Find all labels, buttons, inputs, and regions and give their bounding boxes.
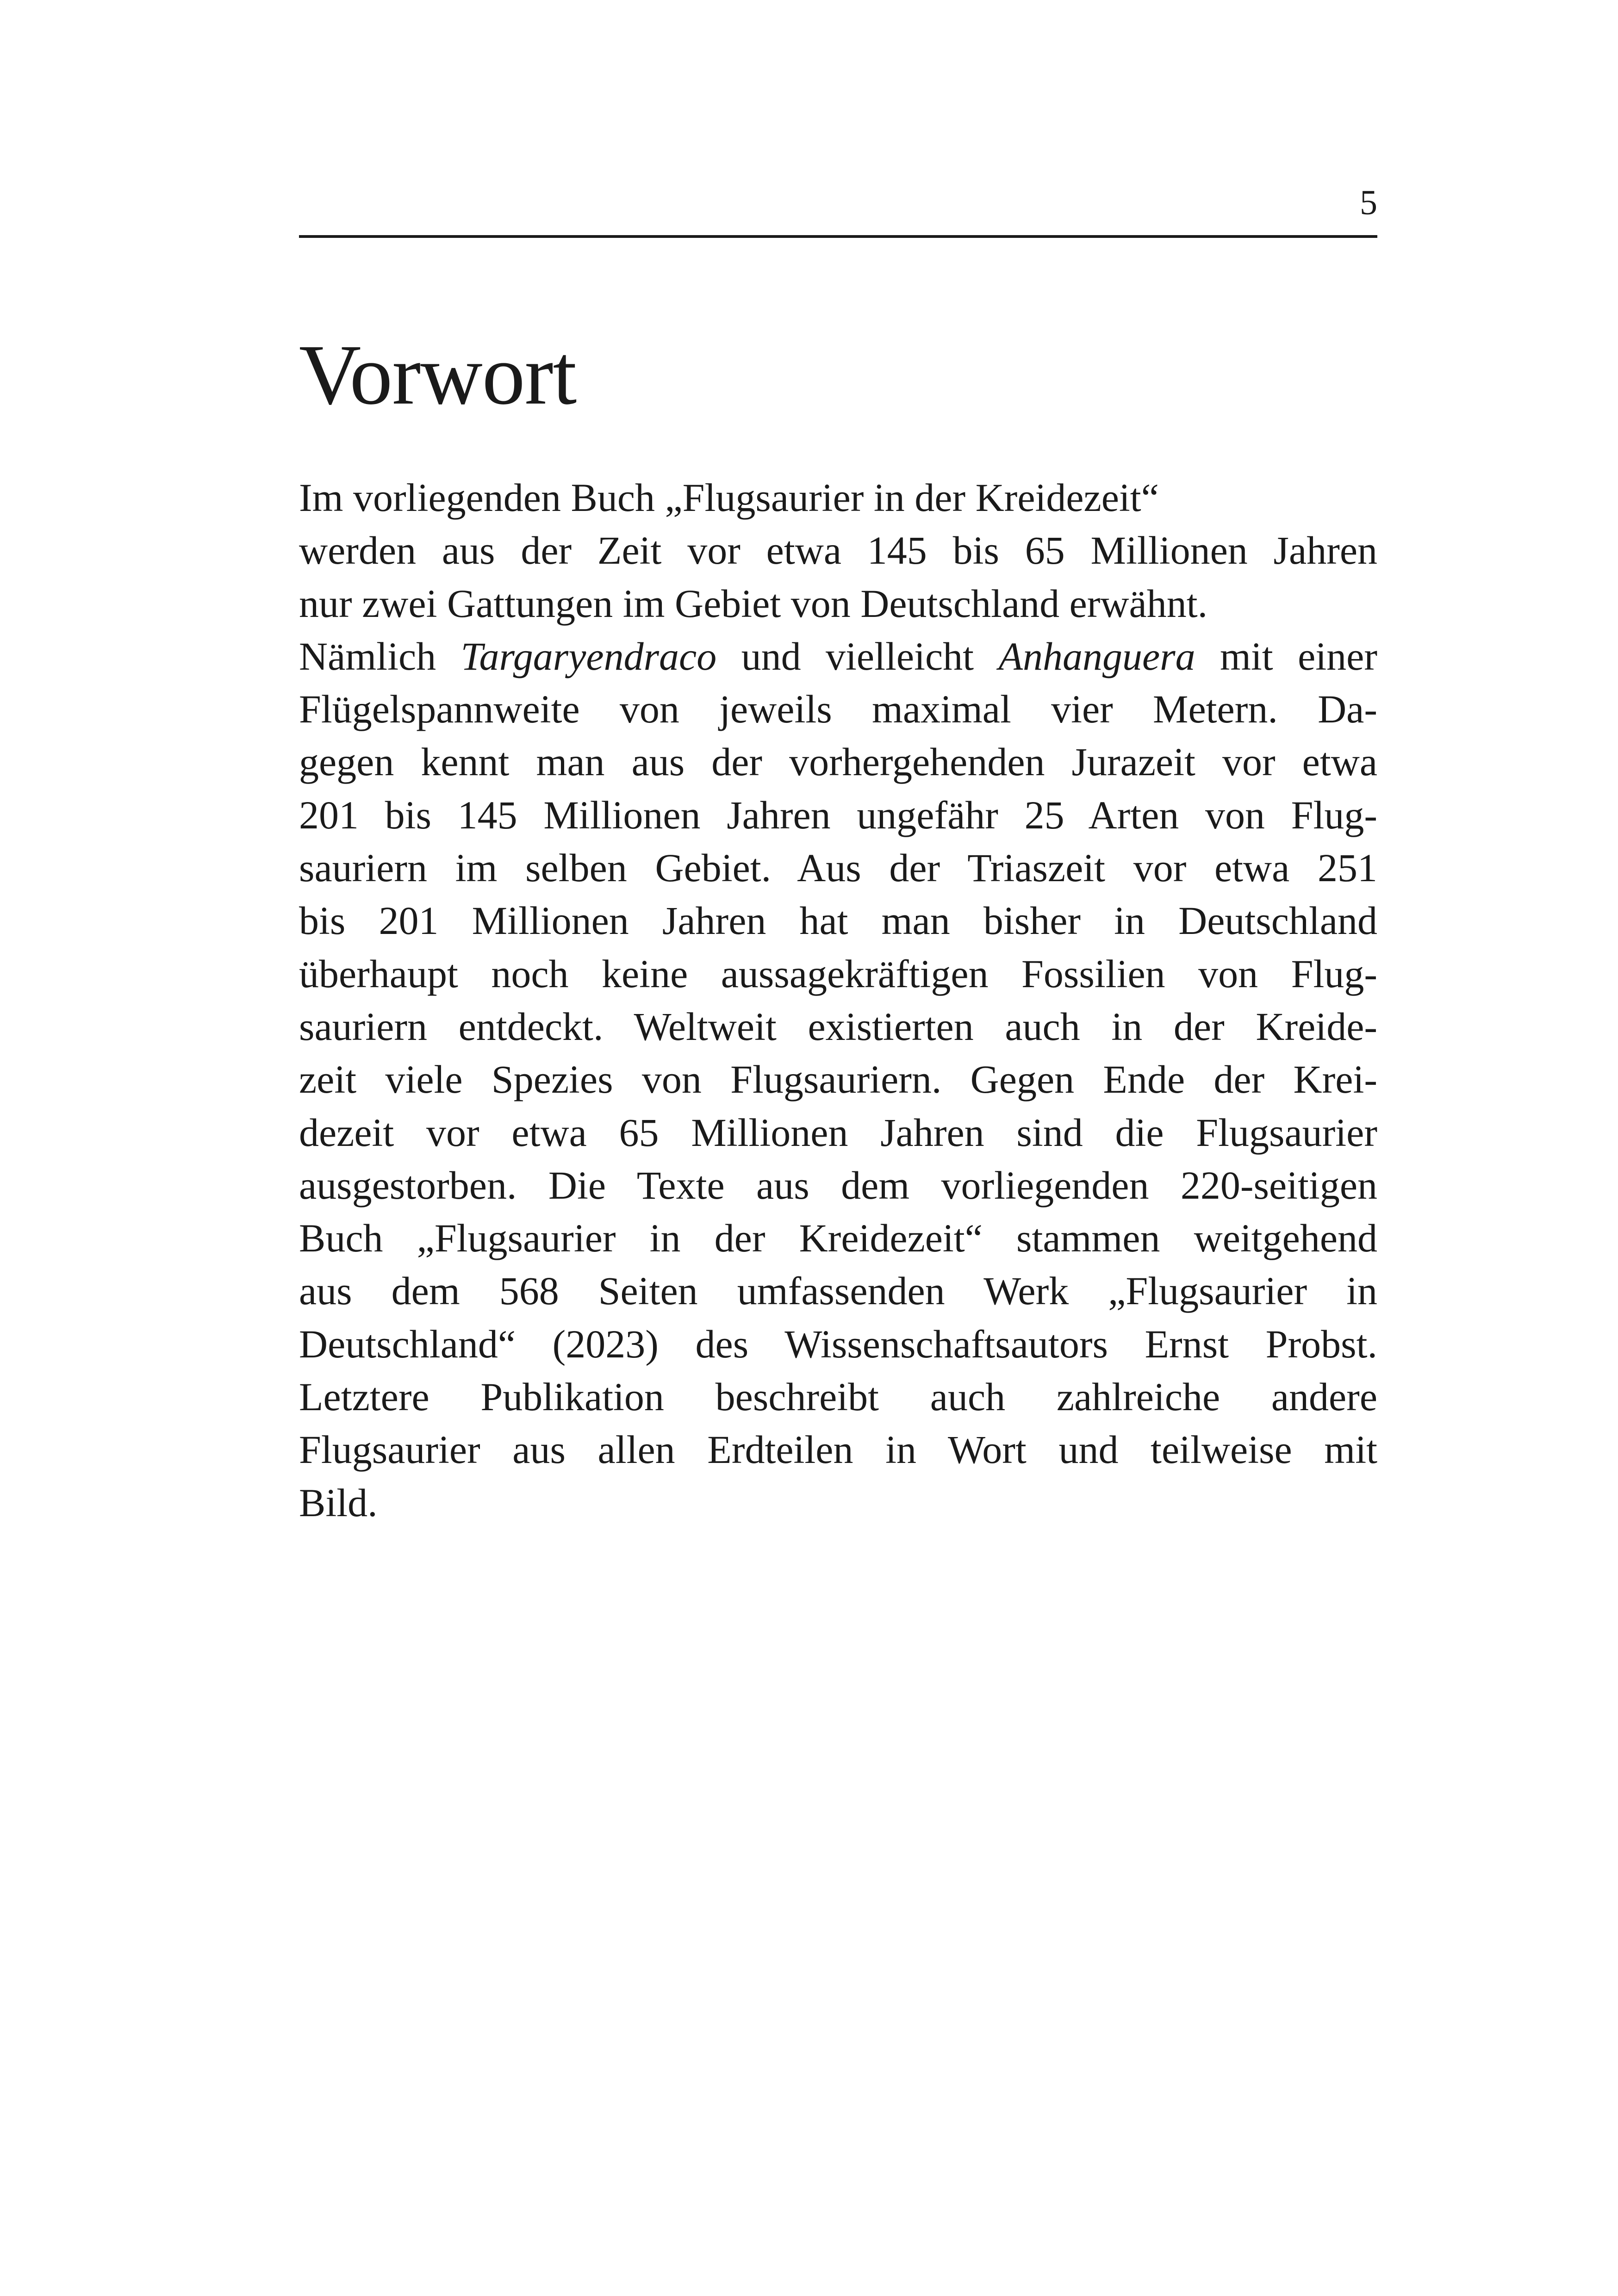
text-segment: Nämlich bbox=[299, 634, 461, 678]
text-segment: ausgestorben. Die Texte aus dem vorliegenden 220-seitigen bbox=[299, 1163, 1377, 1207]
text-line bbox=[299, 1000, 1377, 1053]
text-line bbox=[299, 841, 1377, 894]
text-line bbox=[299, 1318, 1377, 1370]
text-line bbox=[299, 1370, 1377, 1423]
text-segment: Deutschland“ (2023) des Wissenschaftsautors Ernst Probst. bbox=[299, 1321, 1377, 1366]
text-segment: sauriern im selben Gebiet. Aus der Triaszeit vor etwa 251 bbox=[299, 846, 1377, 890]
text-segment: und vielleicht bbox=[716, 634, 999, 678]
text-segment: mit einer bbox=[1195, 634, 1377, 678]
text-segment: Letztere Publikation beschreibt auch zahlreiche andere bbox=[299, 1375, 1377, 1419]
text-line bbox=[299, 1476, 1377, 1529]
page-number: 5 bbox=[1360, 183, 1377, 222]
text-segment: zeit viele Spezies von Flugsauriern. Gegen Ende der Krei- bbox=[299, 1057, 1377, 1102]
text-line bbox=[299, 1053, 1377, 1106]
chapter-title: Vorwort bbox=[299, 327, 577, 423]
text-line bbox=[299, 577, 1377, 630]
text-segment: sauriern entdeckt. Weltweit existierten auch in der Kreide- bbox=[299, 1004, 1377, 1049]
text-line bbox=[299, 1264, 1377, 1317]
text-line bbox=[299, 1423, 1377, 1476]
genus-name: Anhanguera bbox=[998, 634, 1195, 678]
text-segment: Bild. bbox=[299, 1480, 378, 1525]
text-segment: Buch „Flugsaurier in der Kreidezeit“ stammen weitgehend bbox=[299, 1216, 1377, 1261]
text-line bbox=[299, 1159, 1377, 1212]
text-segment: Flugsaurier aus allen Erdteilen in Wort und teilweise mit bbox=[299, 1427, 1377, 1472]
text-line bbox=[299, 1212, 1377, 1264]
text-segment: werden aus der Zeit vor etwa 145 bis 65 Millionen Jahren bbox=[299, 528, 1377, 573]
text-segment: Flügelspannweite von jeweils maximal vier Metern. Da- bbox=[299, 687, 1377, 732]
text-line bbox=[299, 471, 1377, 524]
text-line bbox=[299, 1106, 1377, 1159]
text-segment: bis 201 Millionen Jahren hat man bisher in Deutschland bbox=[299, 898, 1377, 943]
body-paragraph bbox=[299, 471, 1377, 1529]
text-line bbox=[299, 524, 1377, 577]
text-line bbox=[299, 789, 1377, 841]
text-segment: dezeit vor etwa 65 Millionen Jahren sind die Flugsaurier bbox=[299, 1110, 1377, 1155]
text-line bbox=[299, 735, 1377, 788]
genus-name: Targaryendraco bbox=[461, 634, 717, 678]
text-segment: gegen kennt man aus der vorhergehenden Jurazeit vor etwa bbox=[299, 740, 1377, 784]
text-segment: 201 bis 145 Millionen Jahren ungefähr 25 Arten von Flug- bbox=[299, 792, 1377, 837]
text-segment: aus dem 568 Seiten umfassenden Werk „Flugsaurier in bbox=[299, 1269, 1377, 1313]
text-segment: überhaupt noch keine aussagekräftigen Fossilien von Flug- bbox=[299, 951, 1377, 996]
text-segment: nur zwei Gattungen im Gebiet von Deutschland erwähnt. bbox=[299, 581, 1208, 626]
text-line bbox=[299, 894, 1377, 947]
text-segment: Im vorliegenden Buch „Flugsaurier in der Kreidezeit“ bbox=[299, 475, 1159, 520]
text-line bbox=[299, 630, 1377, 683]
text-line bbox=[299, 947, 1377, 1000]
header-rule bbox=[299, 235, 1377, 238]
text-line bbox=[299, 683, 1377, 735]
